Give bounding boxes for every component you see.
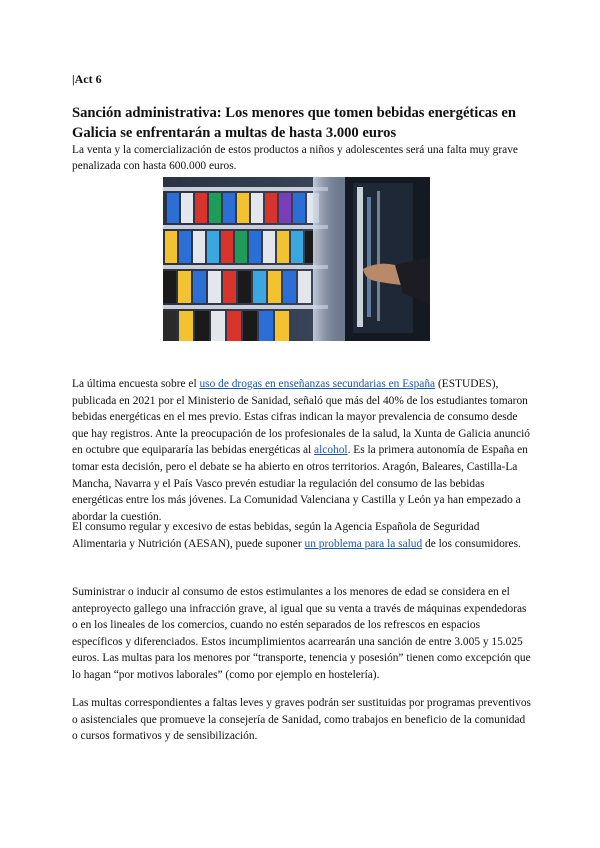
paragraph-4: Las multas correspondientes a faltas leves y graves podrán ser sustituidas por programas preventivos o asistenciales que promueve la consejería de Sanidad, como trabajos en beneficio de la comunidad o cursos formativos y de sensibilización. bbox=[72, 697, 531, 743]
paragraph-1 bbox=[72, 376, 532, 525]
health-problem-link[interactable]: un problema para la salud bbox=[304, 537, 423, 550]
right-vending-machine bbox=[345, 177, 430, 341]
vending-machine-illustration bbox=[163, 177, 430, 341]
paragraph-2 bbox=[72, 519, 532, 552]
paragraph-1-text-b: (ESTUDES), publicada en 2021 por el Ministerio de Sanidad, señaló que más del 40% de los estudiantes tomaron bebidas energéticas en el mes previo. Estas cifras indican la mayor prevalencia de consumo desde que hay registros. Ante la preocupación de los profesionales de la salud, la Xunta de Galicia anunció en octubre que equipararía las bebidas energéticas al bbox=[72, 378, 531, 457]
paragraph-3: Suministrar o inducir al consumo de estos estimulantes a los menores de edad se considera en el anteproyecto gallego una infracción grave, al igual que su venta a través de máquinas expendedoras o en los lineales de los comercios, cuando no estén separados de los refrescos en espacios específicos y diferenciados. Estos incumplimientos acarrearán una sanción de entre 3.005 y 15.025 euros. Las multas para los menores por “transporte, tenencia y posesión” tienen como excepción que lo hagan “por motivos laborales” (como por ejemplo en hostelería). bbox=[72, 586, 531, 681]
article-title: Sanción administrativa: Los menores que tomen bebidas energéticas en Galicia se enfrentarán a multas de hasta 3.000 euros bbox=[72, 105, 517, 141]
act-label: |Act 6 bbox=[72, 72, 102, 86]
article-subtitle: La venta y la comercialización de estos productos a niños y adolescentes será una falta muy grave penalizada con hasta 600.000 euros. bbox=[72, 144, 518, 172]
alcohol-link[interactable]: alcohol bbox=[314, 444, 348, 457]
drug-survey-link[interactable]: uso de drogas en enseñanzas secundarias en España bbox=[199, 378, 436, 390]
paragraph-2-text-b: de los consumidores. bbox=[422, 537, 521, 550]
energy-drinks-vending-photo bbox=[163, 177, 430, 341]
paragraph-1-text-c: . Es la primera autonomía de España en tomar esta decisión, pero el debate se ha abierto en otros territorios. Aragón, Baleares, Castilla-La Mancha, Navarra y el País Vasco prevén estudiar la regulación del consumo de las bebidas energéticas entre los más jóvenes. La Comunidad Valenciana y Castilla y León ya han empezado a abordar la cuestión. bbox=[72, 444, 528, 523]
paragraph-2-text-a: El consumo regular y excesivo de estas bebidas, según la Agencia Española de Seguridad Alimentaria y Nutrición (AESAN), puede suponer bbox=[72, 521, 480, 550]
paragraph-1-text-a: La última encuesta sobre el bbox=[72, 378, 200, 390]
